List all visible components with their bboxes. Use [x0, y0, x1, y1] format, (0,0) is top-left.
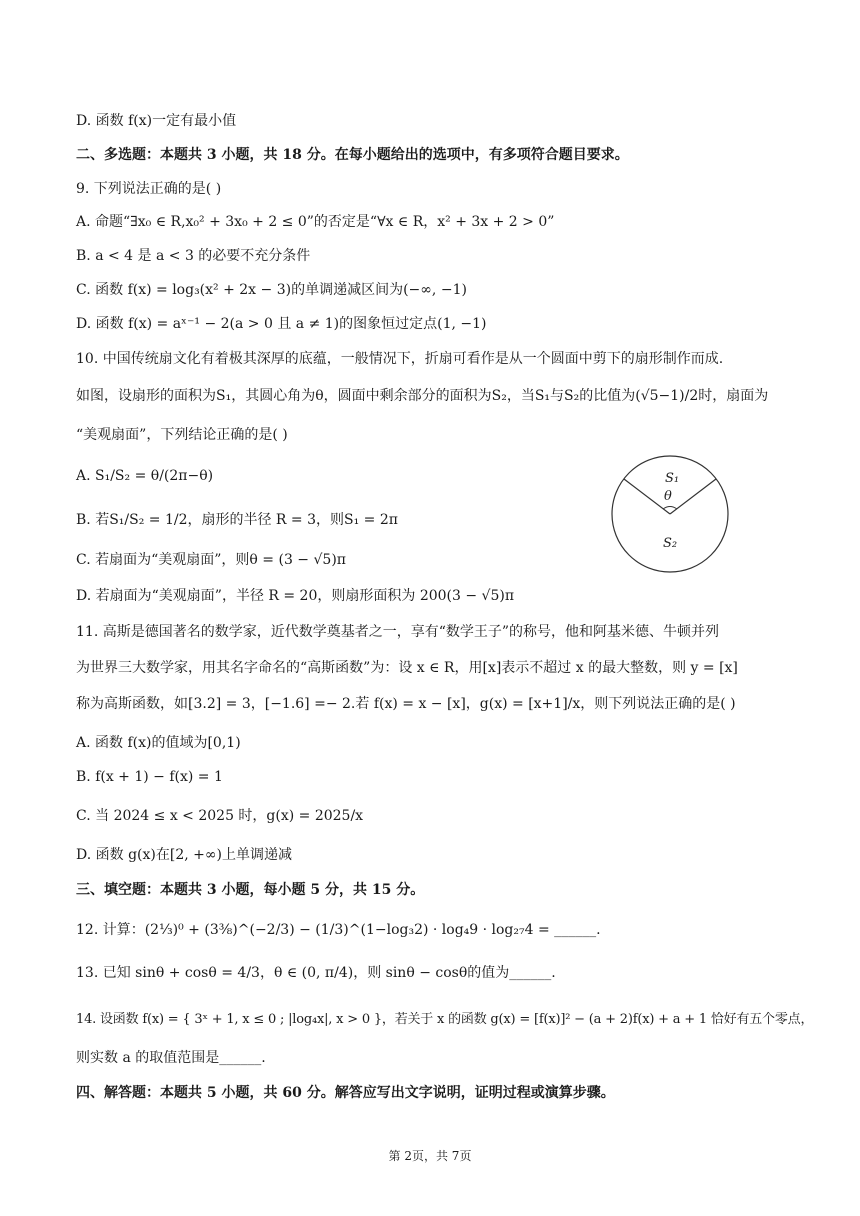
q9-stem: 9. 下列说法正确的是( ): [76, 181, 222, 197]
section-heading-solutions: 四、解答题：本题共 5 小题，共 60 分。解答应写出文字说明，证明过程或演算步骤。: [76, 1085, 615, 1101]
q11-stem-line2: 为世界三大数学家，用其名字命名的“高斯函数”为：设 x ∈ R，用[x]表示不超过 x 的最大整数，则 y = [x]: [76, 660, 738, 676]
q10-option-a: A. S₁/S₂ = θ/(2π−θ): [76, 468, 214, 484]
q10-option-b: B. 若S₁/S₂ = 1/2，扇形的半径 R = 3，则S₁ = 2π: [76, 512, 398, 528]
q12: 12. 计算：(2⅓)⁰ + (3⅜)^(−2/3) − (1/3)^(1−log₃2) · log₄9 · log₂₇4 = ______.: [76, 922, 601, 938]
q9-option-c: C. 函数 f(x) = log₃(x² + 2x − 3)的单调递减区间为(−∞, −1): [76, 282, 467, 298]
section-heading-fill-in: 三、填空题：本题共 3 小题，每小题 5 分，共 15 分。: [76, 882, 425, 898]
q10-stem-line3: “美观扇面”，下列结论正确的是( ): [76, 427, 288, 443]
q8-option-d: D. 函数 f(x)一定有最小值: [76, 113, 237, 129]
q11-option-b: B. f(x + 1) − f(x) = 1: [76, 769, 223, 785]
q14-line1: 14. 设函数 f(x) = { 3ˣ + 1, x ≤ 0 ; |log₄x|, x > 0 }，若关于 x 的函数 g(x) = [f(x)]² − (a + 2)f(x) + a + 1 恰好有五个零点，: [76, 1012, 814, 1027]
q9-option-a: A. 命题“∃x₀ ∈ R,x₀² + 3x₀ + 2 ≤ 0”的否定是“∀x ∈ R，x² + 3x + 2 > 0”: [76, 214, 555, 230]
q11-option-a: A. 函数 f(x)的值域为[0,1): [76, 735, 241, 751]
section-heading-multiple-choice: 二、多选题：本题共 3 小题，共 18 分。在每小题给出的选项中，有多项符合题目要求。: [76, 147, 629, 163]
q10-option-d: D. 若扇面为“美观扇面”，半径 R = 20，则扇形面积为 200(3 − √5)π: [76, 588, 515, 604]
q13: 13. 已知 sinθ + cosθ = 4/3，θ ∈ (0, π/4)，则 sinθ − cosθ的值为______.: [76, 965, 556, 981]
label-theta: θ: [664, 489, 672, 504]
q9-option-b: B. a < 4 是 a < 3 的必要不充分条件: [76, 248, 311, 264]
fan-sector-diagram: [608, 452, 732, 576]
q9-option-d: D. 函数 f(x) = aˣ⁻¹ − 2(a > 0 且 a ≠ 1)的图象恒过定点(1, −1): [76, 316, 487, 332]
label-s2: S₂: [663, 536, 678, 551]
q11-option-c: C. 当 2024 ≤ x < 2025 时，g(x) = 2025/x: [76, 808, 364, 824]
q11-stem-line1: 11. 高斯是德国著名的数学家，近代数学奠基者之一，享有“数学王子”的称号，他和阿基米德、牛顿并列: [76, 624, 720, 640]
angle-arc: [663, 507, 677, 510]
q10-stem-line2: 如图，设扇形的面积为S₁，其圆心角为θ，圆面中剩余部分的面积为S₂，当S₁与S₂的比值为(√5−1)/2时，扇面为: [76, 388, 769, 404]
q10-stem-line1: 10. 中国传统扇文化有着极其深厚的底蕴，一般情况下，折扇可看作是从一个圆面中剪下的扇形制作而成.: [76, 351, 724, 367]
label-s1: S₁: [665, 471, 680, 486]
page-footer: 第 2页，共 7页: [388, 1149, 472, 1163]
q11-option-d: D. 函数 g(x)在[2, +∞)上单调递减: [76, 847, 292, 863]
q14-line2: 则实数 a 的取值范围是______.: [76, 1050, 266, 1066]
q11-stem-line3: 称为高斯函数，如[3.2] = 3，[−1.6] =− 2.若 f(x) = x − [x]，g(x) = [x+1]/x，则下列说法正确的是( ): [76, 696, 736, 712]
q10-option-c: C. 若扇面为“美观扇面”，则θ = (3 − √5)π: [76, 552, 346, 568]
